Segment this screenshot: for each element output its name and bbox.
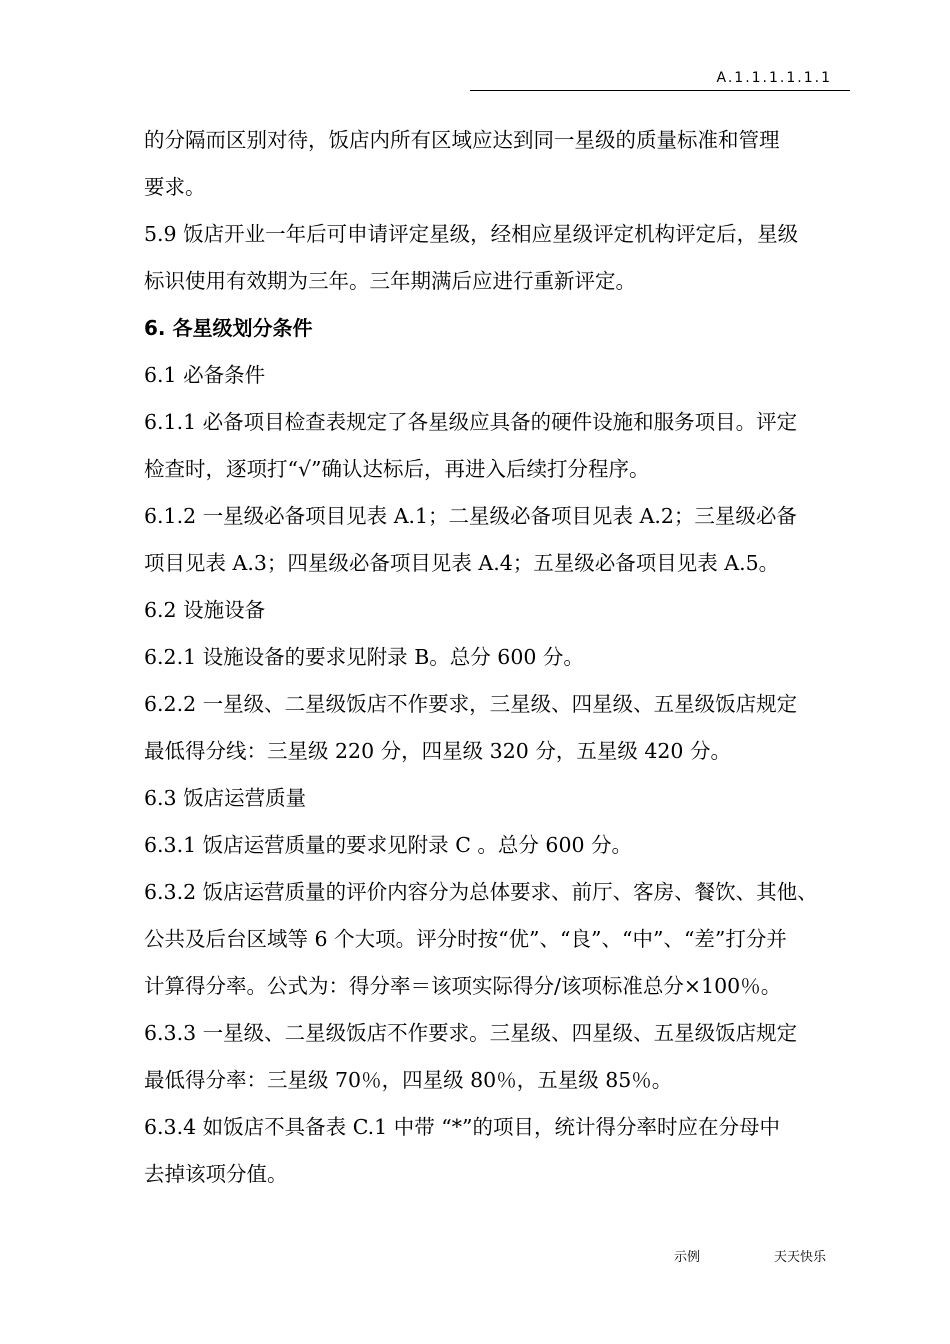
page-header xyxy=(470,66,850,91)
text-line: 标识使用有效期为三年。三年期满后应进行重新评定。 xyxy=(144,269,636,293)
subsection-heading: 6.1 必备条件 xyxy=(144,363,266,387)
text-line: 公共及后台区域等 6 个大项。评分时按“优”、“良”、“中”、“差”打分并 xyxy=(144,927,787,951)
text-line: 6.2.2 一星级、二星级饭店不作要求，三星级、四星级、五星级饭店规定 xyxy=(144,692,798,716)
text-line: 6.1.1 必备项目检查表规定了各星级应具备的硬件设施和服务项目。评定 xyxy=(144,410,798,434)
text-line: 要求。 xyxy=(144,175,206,199)
subsection-heading: 6.3 饭店运营质量 xyxy=(144,786,307,810)
text-line: 6.3.4 如饭店不具备表 C.1 中带 “*”的项目，统计得分率时应在分母中 xyxy=(144,1115,780,1139)
text-line: 检查时，逐项打“√”确认达标后，再进入后续打分程序。 xyxy=(144,457,650,481)
text-line: 最低得分率：三星级 70％，四星级 80％，五星级 85％。 xyxy=(144,1068,673,1092)
text-line: 6.2.1 设施设备的要求见附录 B。总分 600 分。 xyxy=(144,645,584,669)
text-line: 项目见表 A.3；四星级必备项目见表 A.4；五星级必备项目见表 A.5。 xyxy=(144,551,780,575)
text-line: 6.1.2 一星级必备项目见表 A.1；二星级必备项目见表 A.2；三星级必备 xyxy=(144,504,797,528)
text-line: 6.3.2 饭店运营质量的评价内容分为总体要求、前厅、客房、餐饮、其他、 xyxy=(144,880,818,904)
text-line: 最低得分线：三星级 220 分，四星级 320 分，五星级 420 分。 xyxy=(144,739,731,763)
text-line: 的分隔而区别对待，饭店内所有区域应达到同一星级的质量标准和管理 xyxy=(144,128,780,152)
text-line: 去掉该项分值。 xyxy=(144,1162,288,1186)
text-line: 计算得分率。公式为：得分率＝该项实际得分/该项标准总分×100％。 xyxy=(144,974,782,998)
text-line: 6.3.3 一星级、二星级饭店不作要求。三星级、四星级、五星级饭店规定 xyxy=(144,1021,798,1045)
text-line: 5.9 饭店开业一年后可申请评定星级，经相应星级评定机构评定后，星级 xyxy=(144,222,799,246)
footer-right-text: 天天快乐 xyxy=(774,1250,827,1265)
section-heading: 6. 各星级划分条件 xyxy=(144,316,313,340)
document-code: A.1.1.1.1.1.1 xyxy=(716,70,832,86)
footer-left-text: 示例 xyxy=(674,1250,701,1265)
text-line: 6.3.1 饭店运营质量的要求见附录 C 。总分 600 分。 xyxy=(144,833,633,857)
subsection-heading: 6.2 设施设备 xyxy=(144,598,266,622)
